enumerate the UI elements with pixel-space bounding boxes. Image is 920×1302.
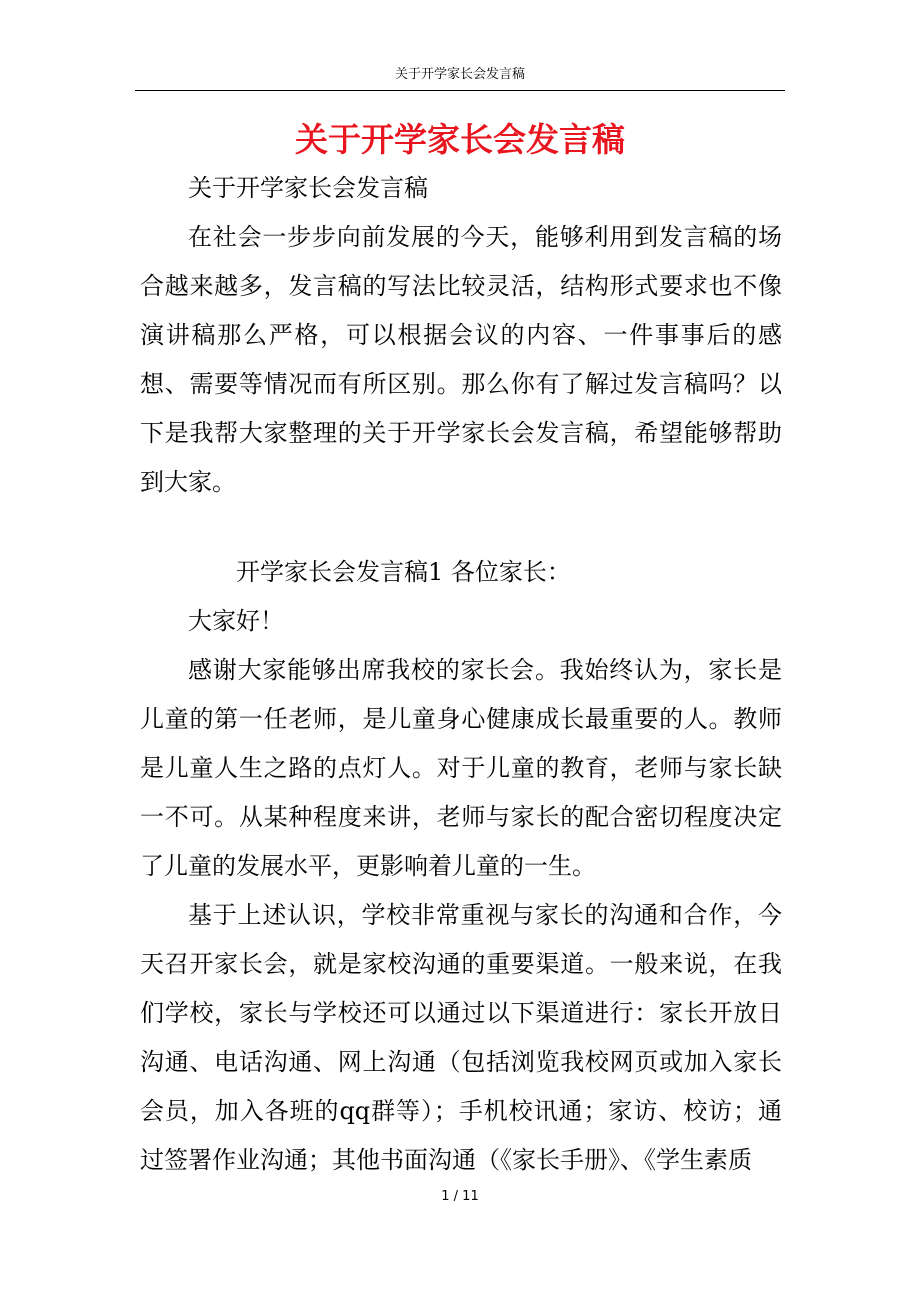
document-title: 关于开学家长会发言稿 (295, 120, 625, 159)
intro-subtitle: 关于开学家长会发言稿 (188, 174, 428, 202)
speech-heading: 开学家长会发言稿1 各位家长： (236, 558, 571, 586)
intro-paragraph: 在社会一步步向前发展的今天，能够利用到发言稿的场合越来越多，发言稿的写法比较灵活，结构形式要求也不像演讲稿那么严格，可以根据会议的内容、一件事事后的感想、需要等情况而有所区别。那么你有了解过发言稿吗？以下是我帮大家整理的关于开学家长会发言稿，希望能够帮助到大家。 (140, 223, 782, 496)
page-header: 关于开学家长会发言稿 (394, 67, 525, 82)
header-divider (135, 90, 785, 91)
speech-greeting: 大家好！ (188, 607, 284, 635)
page-number: 1 / 11 (441, 1189, 479, 1204)
speech-paragraph: 基于上述认识，学校非常重视与家长的沟通和合作，今天召开家长会，就是家校沟通的重要渠道。一般来说，在我们学校，家长与学校还可以通过以下渠道进行：家长开放日沟通、电话沟通、网上沟通（包括浏览我校网页或加入家长会员，加入各班的qq群等）；手机校讯通；家访、校访；通过签署作业沟通；其他书面沟通（《家长手册》、《学生素质 (140, 901, 782, 1174)
speech-section (140, 548, 782, 1185)
speech-paragraph: 感谢大家能够出席我校的家长会。我始终认为，家长是儿童的第一任老师，是儿童身心健康成长最重要的人。教师是儿童人生之路的点灯人。对于儿童的教育，老师与家长缺一不可。从某种程度来讲，老师与家长的配合密切程度决定了儿童的发展水平，更影响着儿童的一生。 (140, 656, 782, 880)
intro-section (140, 164, 782, 507)
